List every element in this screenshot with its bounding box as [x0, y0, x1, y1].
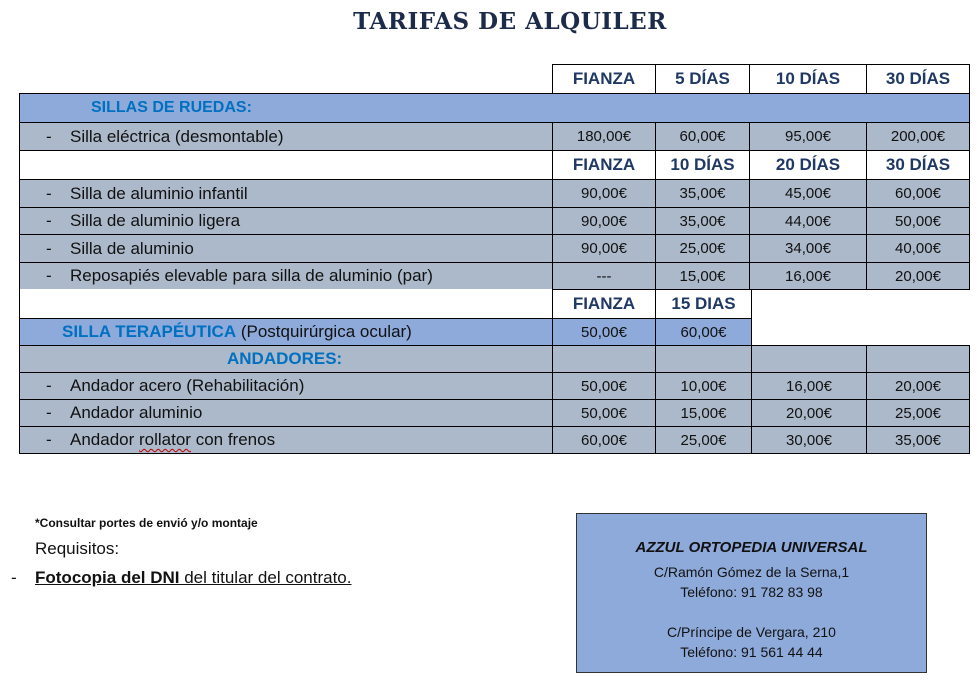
- row-label: Silla de aluminio ligera: [70, 211, 241, 230]
- price-cell: 90,00€: [552, 207, 656, 235]
- header3-spacer: [19, 289, 553, 319]
- company-name: AZZUL ORTOPEDIA UNIVERSAL: [635, 539, 868, 556]
- price-cell: 25,00€: [655, 426, 752, 454]
- shipping-note: *Consultar portes de envió y/o montaje: [35, 516, 258, 530]
- price-cell: 35,00€: [866, 426, 970, 454]
- bullet-dash: -: [46, 183, 52, 203]
- section-sillas-de-ruedas: [19, 93, 970, 123]
- table-row-label: [19, 262, 553, 290]
- row-label: Silla de aluminio: [70, 238, 194, 258]
- header-fianza: FIANZA: [552, 64, 656, 94]
- section-andadores-label: ANDADORES:: [227, 349, 343, 368]
- price-cell: 20,00€: [866, 372, 970, 400]
- header2-10-dias: 10 DÍAS: [655, 150, 750, 180]
- bullet-dash: -: [46, 266, 52, 285]
- address-line-2: C/Príncipe de Vergara, 210: [667, 624, 836, 640]
- empty-cell: [751, 345, 867, 373]
- table-row-label: [19, 426, 553, 454]
- row-label: Silla de aluminio infantil: [70, 183, 248, 203]
- row-label: Silla eléctrica (desmontable): [70, 126, 284, 146]
- price-cell: 40,00€: [866, 234, 970, 263]
- price-cell: 50,00€: [866, 207, 970, 235]
- price-cell: ---: [552, 262, 656, 290]
- header-10-dias: 10 DÍAS: [749, 64, 867, 94]
- price-cell: 10,00€: [655, 372, 752, 400]
- table-row-label: [19, 179, 553, 208]
- price-cell: 16,00€: [749, 262, 867, 290]
- price-cell: 25,00€: [655, 234, 750, 263]
- phone-line-1: Teléfono: 91 782 83 98: [680, 584, 823, 600]
- requisito-bold: Fotocopia del DNI: [35, 568, 180, 587]
- price-cell: 95,00€: [749, 122, 867, 151]
- empty-cell: [866, 345, 970, 373]
- price-cell: 200,00€: [866, 122, 970, 151]
- bullet-dash: -: [46, 238, 52, 258]
- requisito-item: [11, 568, 351, 588]
- header2-20-dias: 20 DÍAS: [749, 150, 867, 180]
- table-row-label: [19, 234, 553, 263]
- price-cell: 50,00€: [552, 318, 656, 346]
- price-cell: 15,00€: [655, 262, 750, 290]
- row-silla-electrica: [19, 122, 553, 151]
- price-cell: 180,00€: [552, 122, 656, 151]
- price-cell: 20,00€: [866, 262, 970, 290]
- price-cell: 25,00€: [866, 399, 970, 427]
- bullet-dash: -: [46, 430, 52, 449]
- price-cell: 20,00€: [751, 399, 867, 427]
- header2-30-dias: 30 DÍAS: [866, 150, 970, 180]
- requisito-text: [35, 568, 351, 587]
- price-cell: 60,00€: [655, 318, 752, 346]
- header-30-dias: 30 DÍAS: [866, 64, 970, 94]
- price-cell: 35,00€: [655, 207, 750, 235]
- requisitos-heading: Requisitos:: [35, 539, 120, 558]
- table-row-label: [19, 207, 553, 235]
- price-cell: 50,00€: [552, 372, 656, 400]
- address-box: [576, 513, 927, 673]
- header-5-dias: 5 DÍAS: [655, 64, 750, 94]
- header2-fianza: FIANZA: [552, 150, 656, 180]
- section-sillas-label: SILLAS DE RUEDAS:: [91, 99, 252, 116]
- row-label: Reposapiés elevable para silla de aluminio (par): [70, 266, 433, 285]
- price-cell: 90,00€: [552, 234, 656, 263]
- bullet-dash: -: [11, 568, 17, 587]
- bullet-dash: -: [46, 211, 52, 230]
- header2-spacer: [19, 150, 553, 180]
- address-line-1: C/Ramón Gómez de la Serna,1: [653, 564, 850, 580]
- price-cell: 60,00€: [866, 179, 970, 208]
- phone-line-2: Teléfono: 91 561 44 44: [680, 644, 823, 660]
- price-cell: 16,00€: [751, 372, 867, 400]
- terapeutica-detail: (Postquirúrgica ocular): [240, 322, 412, 341]
- row-label: Andador aluminio: [70, 403, 203, 422]
- price-cell: 15,00€: [655, 399, 752, 427]
- empty-cell: [655, 345, 752, 373]
- empty-cell: [552, 345, 656, 373]
- header3-15-dias: 15 DIAS: [655, 289, 752, 319]
- row-label-post: con frenos: [190, 430, 276, 449]
- row-label-pre: Andador: [70, 430, 139, 449]
- bullet-dash: -: [46, 376, 52, 395]
- price-cell: 90,00€: [552, 179, 656, 208]
- terapeutica-name: SILLA TERAPÉUTICA: [62, 322, 237, 341]
- table-row-label: [19, 372, 553, 400]
- table-row-label: [19, 399, 553, 427]
- price-cell: 45,00€: [749, 179, 867, 208]
- price-cell: 35,00€: [655, 179, 750, 208]
- row-label: Andador acero (Rehabilitación): [70, 376, 305, 395]
- bullet-dash: -: [46, 403, 52, 422]
- price-cell: 60,00€: [655, 122, 750, 151]
- requisito-rest: del titular del contrato.: [179, 568, 352, 587]
- page-title: TARIFAS DE ALQUILER: [353, 8, 667, 35]
- price-cell: 50,00€: [552, 399, 656, 427]
- spellcheck-word: rollator: [139, 430, 191, 449]
- price-cell: 60,00€: [552, 426, 656, 454]
- price-cell: 30,00€: [751, 426, 867, 454]
- header3-fianza: FIANZA: [552, 289, 656, 319]
- row-silla-terapeutica: [19, 318, 553, 346]
- bullet-dash: -: [46, 126, 52, 146]
- price-cell: 34,00€: [749, 234, 867, 263]
- section-andadores: [19, 345, 553, 373]
- price-cell: 44,00€: [749, 207, 867, 235]
